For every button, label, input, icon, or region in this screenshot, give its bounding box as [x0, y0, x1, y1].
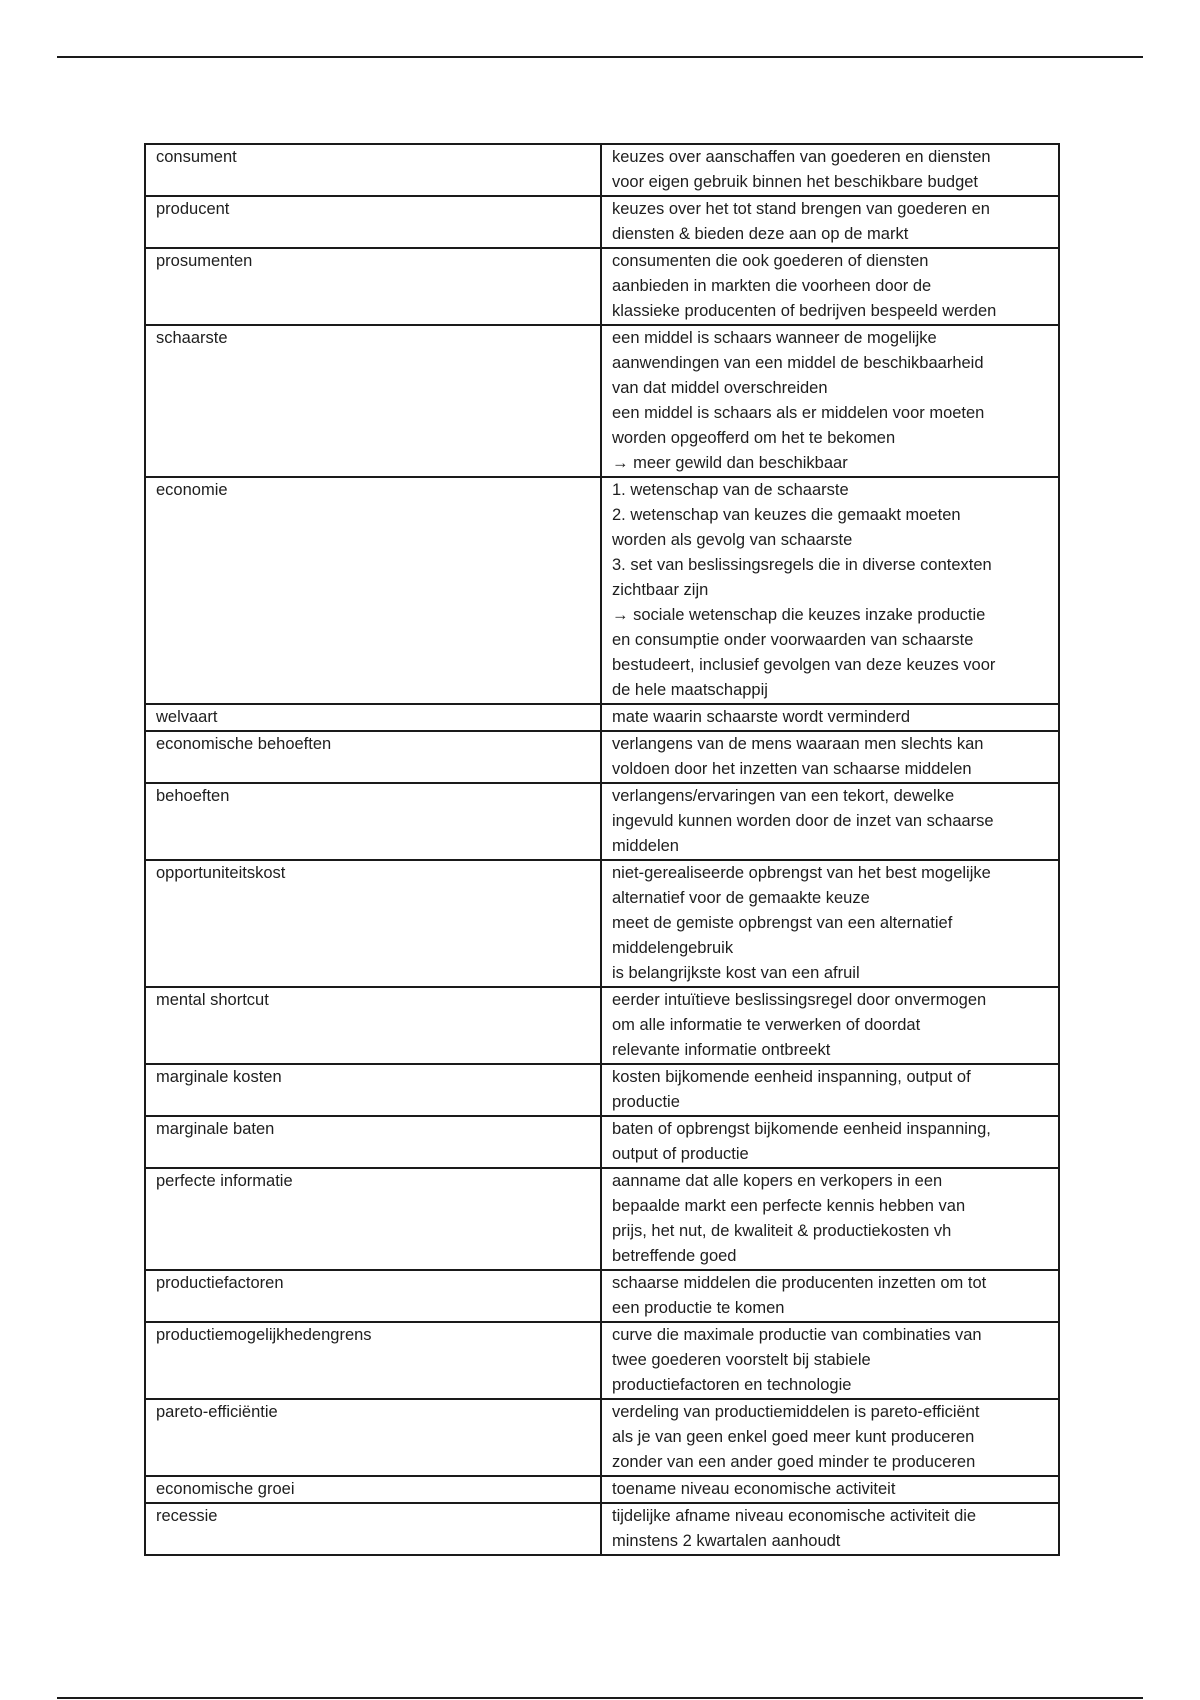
- term-cell: pareto-efficiëntie: [145, 1399, 601, 1476]
- term-cell: producent: [145, 196, 601, 248]
- term-cell: marginale kosten: [145, 1064, 601, 1116]
- term-cell: economische behoeften: [145, 731, 601, 783]
- table-row: [145, 1270, 1059, 1322]
- table-row: [145, 1399, 1059, 1476]
- definition-cell: schaarse middelen die producenten inzetten om tot een productie te komen: [601, 1270, 1059, 1322]
- term-cell: behoeften: [145, 783, 601, 860]
- term-cell: schaarste: [145, 325, 601, 477]
- definition-cell: eerder intuïtieve beslissingsregel door onvermogen om alle informatie te verwerken of doordat relevante informatie ontbreekt: [601, 987, 1059, 1064]
- table-row: [145, 987, 1059, 1064]
- definition-cell: baten of opbrengst bijkomende eenheid inspanning, output of productie: [601, 1116, 1059, 1168]
- header-rule: [57, 56, 1143, 58]
- table-row: [145, 860, 1059, 987]
- table-row: [145, 731, 1059, 783]
- definition-cell: kosten bijkomende eenheid inspanning, output of productie: [601, 1064, 1059, 1116]
- definition-cell: niet-gerealiseerde opbrengst van het best mogelijke alternatief voor de gemaakte keuze meet de gemiste opbrengst van een alternatief middelengebruik is belangrijkste kost van een afruil: [601, 860, 1059, 987]
- term-cell: prosumenten: [145, 248, 601, 325]
- term-cell: productiefactoren: [145, 1270, 601, 1322]
- table-row: [145, 1168, 1059, 1270]
- definition-cell: een middel is schaars wanneer de mogelijke aanwendingen van een middel de beschikbaarheid van dat middel overschreiden een middel is schaars als er middelen voor moeten worden opgeofferd om het te bekomen → meer gewild dan beschikbaar: [601, 325, 1059, 477]
- term-cell: economie: [145, 477, 601, 704]
- table-row: [145, 783, 1059, 860]
- term-cell: productiemogelijkhedengrens: [145, 1322, 601, 1399]
- term-cell: perfecte informatie: [145, 1168, 601, 1270]
- definition-cell: verlangens/ervaringen van een tekort, dewelke ingevuld kunnen worden door de inzet van schaarse middelen: [601, 783, 1059, 860]
- table-row: [145, 477, 1059, 704]
- term-cell: mental shortcut: [145, 987, 601, 1064]
- definition-cell: verdeling van productiemiddelen is pareto-efficiënt als je van geen enkel goed meer kunt produceren zonder van een ander goed minder te produceren: [601, 1399, 1059, 1476]
- term-cell: opportuniteitskost: [145, 860, 601, 987]
- table-row: [145, 144, 1059, 196]
- term-cell: consument: [145, 144, 601, 196]
- table-row: [145, 1476, 1059, 1503]
- term-cell: welvaart: [145, 704, 601, 731]
- table-row: [145, 196, 1059, 248]
- table-row: [145, 325, 1059, 477]
- table-row: [145, 1064, 1059, 1116]
- term-cell: recessie: [145, 1503, 601, 1555]
- definition-cell: tijdelijke afname niveau economische activiteit die minstens 2 kwartalen aanhoudt: [601, 1503, 1059, 1555]
- table-row: [145, 1503, 1059, 1555]
- definition-cell: curve die maximale productie van combinaties van twee goederen voorstelt bij stabiele productiefactoren en technologie: [601, 1322, 1059, 1399]
- definition-cell: keuzes over aanschaffen van goederen en diensten voor eigen gebruik binnen het beschikbare budget: [601, 144, 1059, 196]
- definition-cell: verlangens van de mens waaraan men slechts kan voldoen door het inzetten van schaarse middelen: [601, 731, 1059, 783]
- definition-cell: 1. wetenschap van de schaarste 2. wetenschap van keuzes die gemaakt moeten worden als gevolg van schaarste 3. set van beslissingsregels die in diverse contexten zichtbaar zijn → sociale wetenschap die keuzes inzake productie en consumptie onder voorwaarden van schaarste bestudeert, inclusief gevolgen van deze keuzes voor de hele maatschappij: [601, 477, 1059, 704]
- definition-cell: aanname dat alle kopers en verkopers in een bepaalde markt een perfecte kennis hebben van prijs, het nut, de kwaliteit & productiekosten vh betreffende goed: [601, 1168, 1059, 1270]
- glossary-table: [144, 143, 1060, 1556]
- definition-cell: mate waarin schaarste wordt verminderd: [601, 704, 1059, 731]
- table-row: [145, 1116, 1059, 1168]
- definition-cell: toename niveau economische activiteit: [601, 1476, 1059, 1503]
- definition-cell: keuzes over het tot stand brengen van goederen en diensten & bieden deze aan op de markt: [601, 196, 1059, 248]
- table-row: [145, 248, 1059, 325]
- table-row: [145, 704, 1059, 731]
- term-cell: marginale baten: [145, 1116, 601, 1168]
- term-cell: economische groei: [145, 1476, 601, 1503]
- table-row: [145, 1322, 1059, 1399]
- footer-rule: [57, 1697, 1143, 1699]
- definition-cell: consumenten die ook goederen of diensten aanbieden in markten die voorheen door de klassieke producenten of bedrijven bespeeld werden: [601, 248, 1059, 325]
